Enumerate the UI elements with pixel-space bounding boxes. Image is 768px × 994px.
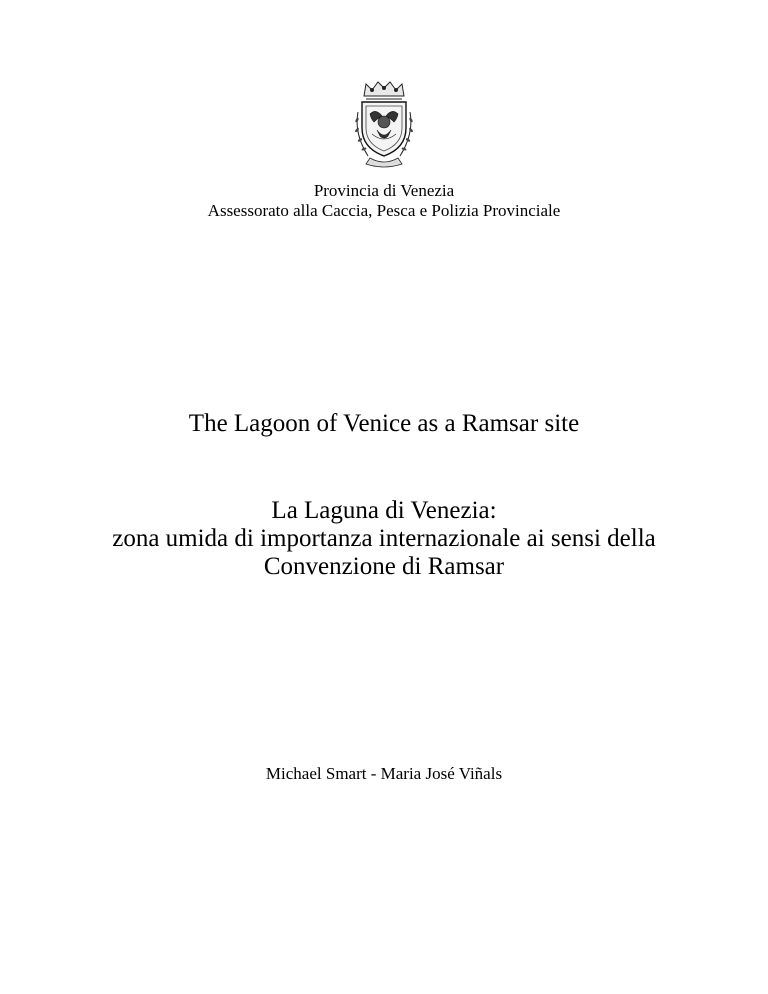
issuer-department: Assessorato alla Caccia, Pesca e Polizia Provinciale [207,201,561,220]
italian-title-line-3: Convenzione di Ramsar [263,553,505,580]
italian-title-line-2: zona umida di importanza internazionale ai sensi della [112,525,656,552]
italian-title-line-1: La Laguna di Venezia: [271,497,497,524]
province-coat-of-arms-icon [348,78,420,170]
english-title [0,409,768,439]
issuer-name: Provincia di Venezia [313,181,455,200]
authors [0,764,768,784]
italian-title [0,497,768,581]
authors-text: Michael Smart - Maria José Viñals [265,764,503,783]
issuer-block [0,181,768,221]
english-title-text: The Lagoon of Venice as a Ramsar site [188,410,580,437]
